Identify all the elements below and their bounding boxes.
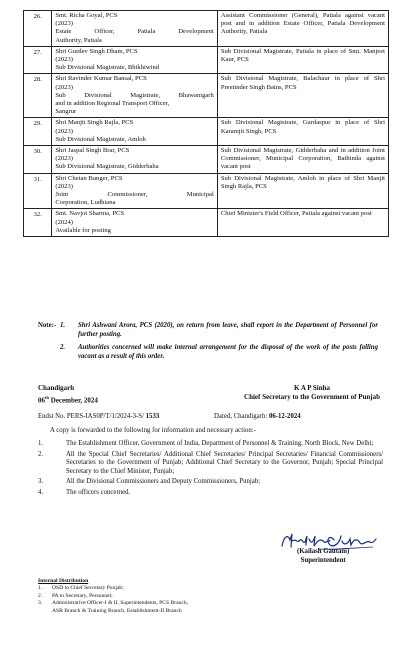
officer-line: Shri Ravinder Kumar Bansal, PCS <box>55 75 147 83</box>
list-item <box>38 608 188 615</box>
item-text: All the Special Chief Secretaries/ Additional Chief Secretaries/ Principal Secretaries/ Financial Commissioners/ Secretaries to the Government of Punjab; Additional Chief Secretary to the Governor, Punjab; Special Principal Secretary to the Chief Minister, Punjab; <box>66 450 383 475</box>
item-number: 1. <box>38 440 44 447</box>
officer-line: (2023) <box>55 56 73 64</box>
internal-distribution-heading: Internal Distribution <box>38 578 89 584</box>
endst-number: 1533 <box>145 413 160 420</box>
list-item <box>38 440 383 449</box>
officer-line: Shri Manjit Singh Rajla, PCS <box>55 119 134 127</box>
officer-details <box>52 146 217 174</box>
officer-line: Available for posting <box>55 226 111 234</box>
item-text: The Establishment Officer, Government of India, Department of Personnel & Training, North Block, New Delhi; <box>66 440 374 447</box>
item-text: The officers concerned. <box>66 488 131 496</box>
officer-details <box>52 173 217 209</box>
officer-line: Shri Gurdev Singh Dham, PCS <box>55 47 138 55</box>
table-row <box>24 46 389 74</box>
new-posting: Assistant Commissioner (General), Patiala against vacant post and in addition Estate Officer, Patiala Development Authority, Patiala <box>217 11 388 47</box>
officer-line: Sub Divisional Magistrate, Amloh <box>55 135 146 143</box>
officer-line: and in addition Regional Transport Officer, <box>55 100 170 108</box>
item-number: 2. <box>38 450 44 458</box>
signatory-name: K A P Sinha <box>294 384 331 392</box>
new-posting: Sub Divisional Magistrate, Patiala in place of Smt. Manjeet Kaur, PCS <box>217 46 388 74</box>
list-item <box>38 478 383 487</box>
endst-date: 06-12-2024 <box>268 413 301 420</box>
new-posting: Sub Divisional Magistrate, Balachaur in place of Shri Preetinder Singh Bains, PCS <box>217 74 388 118</box>
officer-line: Smt. Navjot Sharma, PCS <box>55 210 125 218</box>
officer-line: Corporation, Ludhiana <box>55 199 116 207</box>
serial-number: 26. <box>24 11 52 47</box>
item-number <box>38 608 52 615</box>
officer-line: Estate Officer, Patiala Development <box>55 28 214 36</box>
table-row <box>24 146 389 174</box>
superintendent-designation: Superintendent <box>300 556 346 564</box>
item-text: OSD to Chief Secretary Punjab; <box>52 585 124 592</box>
officer-line: Authority, Patiala <box>55 36 102 44</box>
endst-date-label: Dated, Chandigarh: <box>214 413 268 420</box>
table-row <box>24 74 389 118</box>
officer-line: (2023) <box>55 127 73 135</box>
new-posting: Sub Divisional Magistrate, Gurdaspur in place of Shri Karamjit Singh, PCS <box>217 118 388 146</box>
officer-line: (2023) <box>55 155 73 163</box>
new-posting: Chief Minister's Field Officer, Patiala against vacant post <box>217 209 388 237</box>
note-label: Note:- <box>38 322 57 329</box>
item-number: 2. <box>38 592 43 599</box>
list-item <box>38 585 188 592</box>
copy-to-list <box>38 440 383 500</box>
officer-line: (2023) <box>55 182 73 190</box>
notes-section <box>38 322 378 366</box>
postings-table <box>23 10 389 237</box>
officer-line: (2023) <box>55 83 73 91</box>
list-item <box>38 489 383 498</box>
serial-number: 30. <box>24 146 52 174</box>
new-posting: Sub Divisional Magistrate, Amloh in place of Shri Manjit Singh Rajla, PCS <box>217 173 388 209</box>
item-text: Administrative Officer-I & II, Superintendents, PCS Branch, <box>52 600 189 607</box>
note-number: 1. <box>60 322 66 329</box>
officer-line: Joint Commissioner, Municipal <box>55 191 214 199</box>
serial-number: 28. <box>24 74 52 118</box>
serial-number: 27. <box>24 46 52 74</box>
serial-number: 29. <box>24 118 52 146</box>
officer-details <box>52 46 217 74</box>
superintendent-name: (Kailash Gautam) <box>297 548 350 555</box>
item-number: 1. <box>38 585 43 592</box>
officer-details <box>52 74 217 118</box>
officer-line: Sangrur <box>55 108 77 116</box>
new-posting: Sub Divisional Magistrate, Gidderbaha and in addition Joint Commissioner, Municipal Corporation, Bathinda against vacant post <box>217 146 388 174</box>
item-text: All the Divisional Commissioners and Deputy Commissioners, Punjab; <box>66 478 261 486</box>
officer-line: Sub Divisional Magistrate, Bhawanigarh <box>55 91 214 99</box>
superintendent-signature-block <box>297 548 349 565</box>
list-item <box>38 600 188 607</box>
endorsement-line <box>38 412 378 421</box>
officer-details <box>52 11 217 47</box>
officer-line: (2024) <box>55 218 73 226</box>
chief-secretary-signature-block <box>244 384 380 402</box>
note-1 <box>38 322 378 339</box>
signatory-designation: Chief Secretary to the Government of Punjab <box>244 393 380 401</box>
officer-line: Smt. Richa Goyal, PCS <box>55 12 118 19</box>
officer-line: Sub Divisional Magistrate, Gidderbaha <box>55 163 159 171</box>
item-number: 4. <box>38 488 44 496</box>
list-item <box>38 451 383 477</box>
table-row <box>24 118 389 146</box>
officer-details <box>52 118 217 146</box>
table-row <box>24 173 389 209</box>
table-row <box>24 209 389 237</box>
note-2 <box>38 344 378 361</box>
serial-number: 31. <box>24 173 52 209</box>
internal-distribution <box>38 578 188 615</box>
table-row <box>24 11 389 47</box>
officer-line: (2023) <box>55 20 73 28</box>
officer-details <box>52 209 217 237</box>
place: Chandigarh <box>38 384 75 392</box>
order-date: 06th December, 2024 <box>38 395 98 405</box>
item-text: PA to Secretary, Personnel; <box>52 592 113 599</box>
note-text: Shri Ashwani Arora, PCS (2020), on return from leave, shall report in the Department of Personnel for further posting. <box>78 322 378 338</box>
note-number: 2. <box>60 344 66 352</box>
forward-text: A copy is forwarded to the following for information and necessary action:- <box>50 427 256 434</box>
item-text: ASR Branch & Training Branch, Establishment-II Branch <box>52 607 182 614</box>
place-date <box>38 384 98 405</box>
item-number: 3. <box>38 600 43 607</box>
officer-line: Shri Chetan Bunger, PCS <box>55 174 123 182</box>
endst-prefix: Endst No. PERS-IAS0P/T/1/2024-3-S/ <box>38 413 144 420</box>
item-number: 3. <box>38 478 44 486</box>
officer-line: Sub Divisional Magistrate, Bhikhiwind <box>55 64 160 72</box>
serial-number: 32. <box>24 209 52 237</box>
note-text: Authorities concerned will make internal arrangement for the disposal of the work of the posts falling vacant as a result of this order. <box>78 344 378 360</box>
officer-line: Shri Jaspal Singh Brar, PCS <box>55 147 130 155</box>
